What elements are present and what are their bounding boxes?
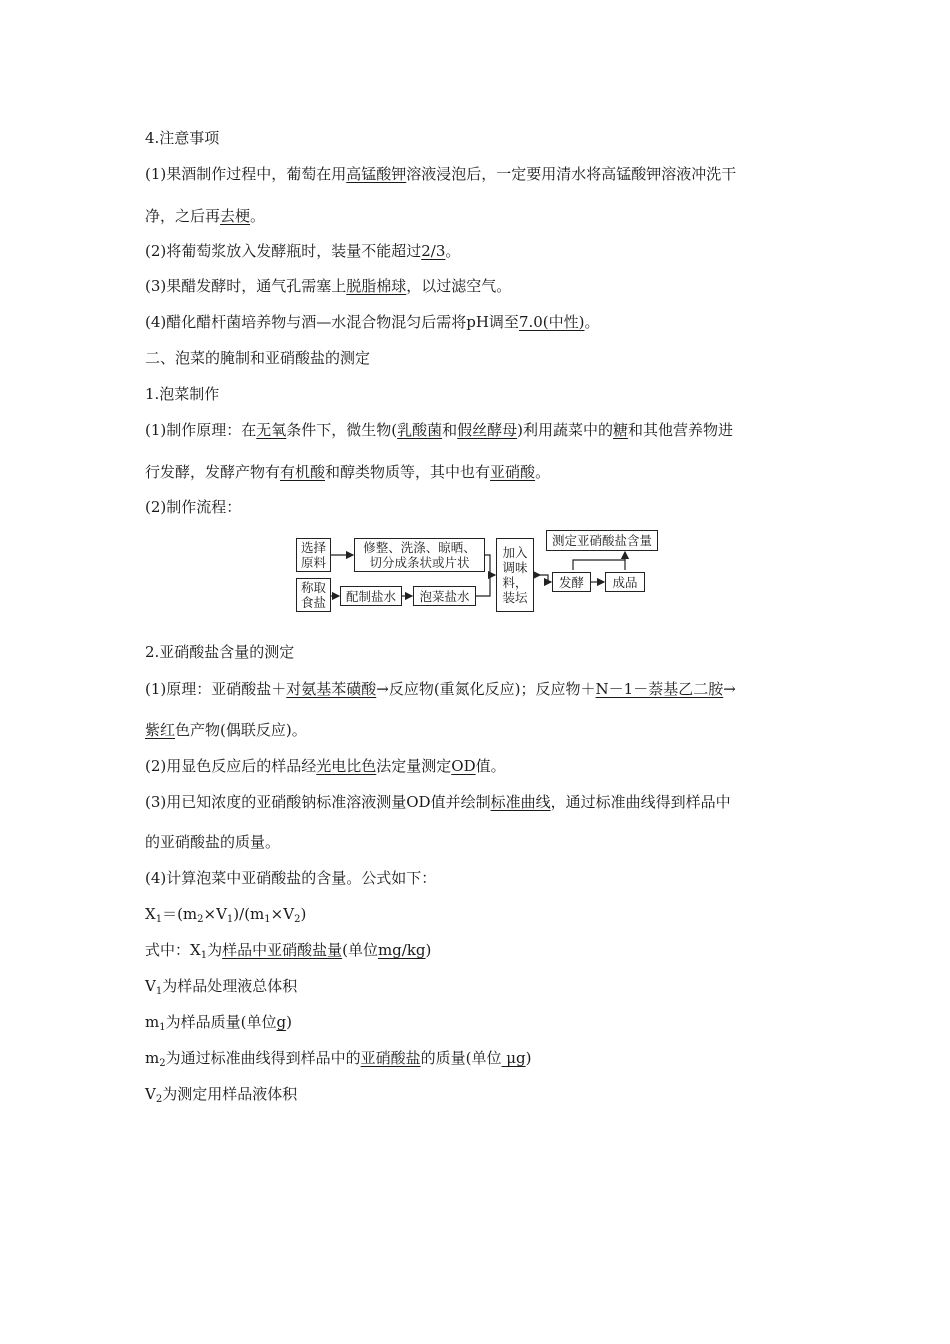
underlined-answer: 样品中亚硝酸盐量	[222, 941, 343, 959]
underlined-answer: 2/3	[421, 242, 446, 260]
underlined-answer: 脱脂棉球	[346, 277, 407, 295]
underlined-answer: 有机酸	[280, 463, 326, 481]
paragraph: (3)用已知浓度的亚硝酸钠标准溶液测量OD值并绘制标准曲线，通过标准曲线得到样品中	[145, 793, 731, 811]
paragraph: (4)醋化醋杆菌培养物与酒—水混合物混匀后需将pH调至7.0(中性)。	[145, 313, 600, 331]
section-heading: 4.注意事项	[145, 129, 220, 147]
step-box: 加入调味料，装坛	[496, 538, 534, 612]
underlined-answer: 光电比色	[316, 757, 377, 775]
underlined-answer: 对氨基苯磺酸	[286, 680, 377, 698]
underlined-answer: g	[276, 1013, 287, 1031]
underlined-answer: μg	[501, 1049, 526, 1067]
underlined-answer: 高锰酸钾	[346, 165, 407, 183]
paragraph: (2)制作流程：	[145, 498, 242, 516]
underlined-answer: 紫红	[145, 721, 176, 739]
paragraph: (1)果酒制作过程中，葡萄在用高锰酸钾溶液浸泡后，一定要用清水将高锰酸钾溶液冲洗干	[145, 165, 737, 183]
paragraph: (2)将葡萄浆放入发酵瓶时，装量不能超过2/3。	[145, 242, 461, 260]
definition-line: $V_2$为测定用样品液体积	[145, 1085, 298, 1105]
underlined-answer: 亚硝酸盐	[360, 1049, 421, 1067]
definition-line: 式中：$X_1$为样品中亚硝酸盐量(单位mg/kg)	[145, 941, 432, 961]
paragraph: (1)制作原理：在无氧条件下，微生物(乳酸菌和假丝酵母)利用蔬菜中的糖和其他营养物进	[145, 421, 734, 439]
section-heading: 二、泡菜的腌制和亚硝酸盐的测定	[145, 349, 371, 367]
paragraph: 净，之后再去梗。	[145, 207, 266, 225]
underlined-answer: 无氧	[256, 421, 287, 439]
paragraph: 行发酵，发酵产物有有机酸和醇类物质等，其中也有亚硝酸。	[145, 463, 551, 481]
underlined-answer: N－1－萘基乙二胺	[595, 680, 724, 698]
step-box: 称取食盐	[296, 578, 331, 612]
underlined-answer: 7.0(中性)	[518, 313, 585, 331]
paragraph: 紫红色产物(偶联反应)。	[145, 721, 307, 739]
paragraph: (4)计算泡菜中亚硝酸盐的含量。公式如下：	[145, 869, 437, 887]
step-box: 选择原料	[296, 538, 331, 572]
underlined-answer: 去梗	[220, 207, 251, 225]
definition-line: $V_1$为样品处理液总体积	[145, 977, 298, 997]
step-box: 测定亚硝酸盐含量	[546, 530, 658, 551]
definition-line: $m_1$为样品质量(单位g)	[145, 1013, 292, 1033]
underlined-answer: mg/kg	[377, 941, 426, 959]
step-box: 成品	[605, 572, 645, 592]
arrow	[573, 560, 625, 570]
step-box: 修整、洗涤、晾晒、切分成条状或片状	[354, 538, 485, 572]
underlined-answer: 假丝酵母	[457, 421, 518, 439]
underlined-answer: 乳酸菌	[397, 421, 443, 439]
step-box: 泡菜盐水	[413, 586, 476, 606]
definition-line: $m_2$为通过标准曲线得到样品中的亚硝酸盐的质量(单位 μg)	[145, 1049, 532, 1069]
arrow	[540, 575, 551, 582]
step-box: 发酵	[552, 572, 591, 592]
paragraph: 的亚硝酸盐的质量。	[145, 833, 281, 851]
sub-heading: 2.亚硝酸盐含量的测定	[145, 643, 295, 661]
paragraph: (2)用显色反应后的样品经光电比色法定量测定OD值。	[145, 757, 506, 775]
paragraph: (3)果醋发酵时，通气孔需塞上脱脂棉球，以过滤空气。	[145, 277, 512, 295]
paragraph: (1)原理：亚硝酸盐＋对氨基苯磺酸→反应物(重氮化反应)；反应物＋N－1－萘基乙二胺→	[145, 680, 736, 698]
sub-heading: 1.泡菜制作	[145, 385, 220, 403]
underlined-answer: 亚硝酸	[490, 463, 536, 481]
arrow	[485, 555, 495, 575]
process-flowchart	[296, 530, 666, 610]
step-box: 配制盐水	[340, 586, 402, 606]
underlined-answer: 标准曲线	[490, 793, 551, 811]
underlined-answer: 糖	[613, 421, 629, 439]
arrow	[476, 575, 490, 596]
underlined-answer: OD	[451, 757, 476, 775]
formula: $X_1=(m_2\times V_1)/(m_1\times V_2)$	[145, 905, 307, 925]
